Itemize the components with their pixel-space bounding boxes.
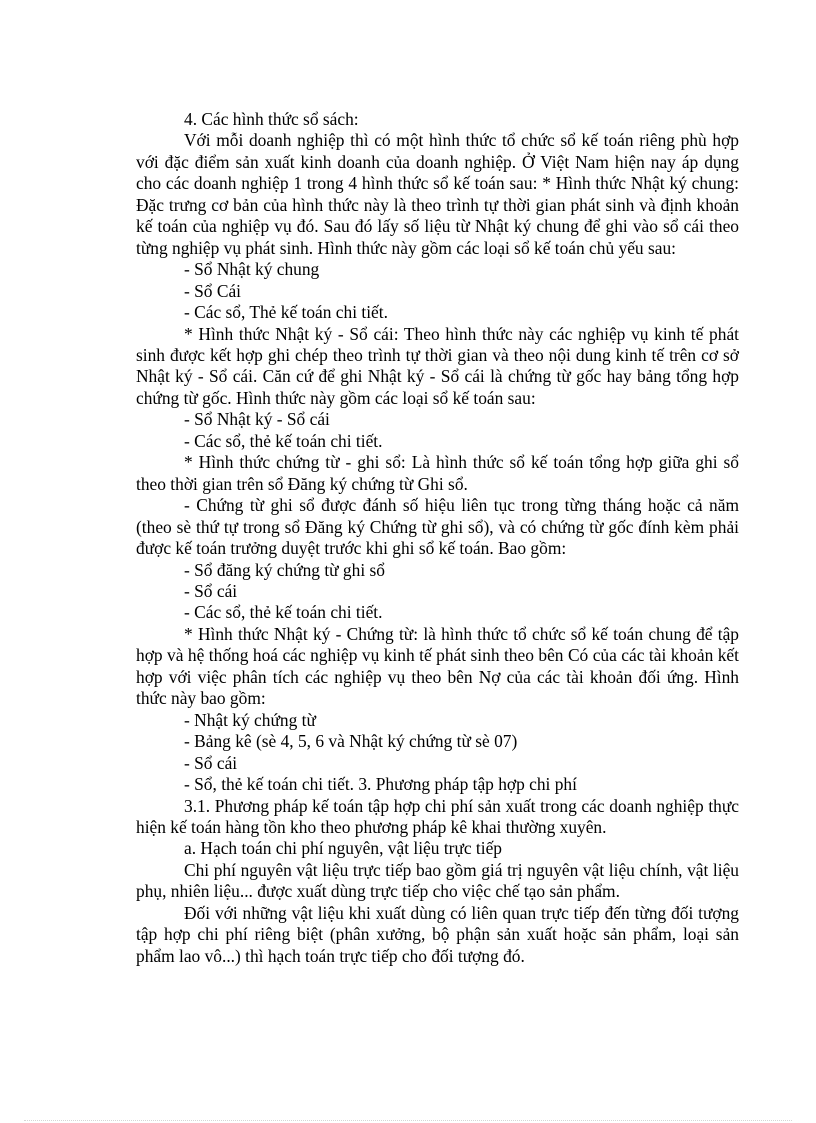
list-item: - Các sổ, thẻ kế toán chi tiết. <box>184 602 383 623</box>
paragraph-a2: Đối với những vật liệu khi xuất dùng có liên quan trực tiếp đến từng đối tượng tập hợp chi phí riêng biệt (phân xưởng, bộ phận sản xuất hoặc sản phẩm, loại sản phẩm lao vô...) thì hạch toán trực tiếp cho đối tượng đó. <box>136 902 739 966</box>
paragraph-a1: Chi phí nguyên vật liệu trực tiếp bao gồm giá trị nguyên vật liệu chính, vật liệu phụ, nhiên liệu... được xuất dùng trực tiếp cho việc chế tạo sản phẩm. <box>136 859 739 902</box>
list-item: - Sổ Nhật ký chung <box>184 259 320 280</box>
method-paragraph: 3.1. Phương pháp kế toán tập hợp chi phí sản xuất trong các doanh nghiệp thực hiện kế toán hàng tồn kho theo phương pháp kê khai thường xuyên. <box>136 795 739 837</box>
form3-paragraph: * Hình thức chứng từ - ghi sổ: Là hình thức sổ kế toán tổng hợp giữa ghi sổ theo thời gian trên sổ Đăng ký chứng từ Ghi sổ. <box>136 452 739 494</box>
list-item: - Sổ, thẻ kế toán chi tiết. 3. Phương pháp tập hợp chi phí <box>184 774 577 795</box>
page-bottom-divider <box>24 1120 792 1121</box>
list-item: - Bảng kê (sè 4, 5, 6 và Nhật ký chứng từ sè 07) <box>184 731 518 752</box>
section-title: 4. Các hình thức sổ sách: <box>184 109 359 129</box>
subheading-a: a. Hạch toán chi phí nguyên, vật liệu trực tiếp <box>184 838 503 859</box>
intro-paragraph: Với mỗi doanh nghiệp thì có một hình thức tổ chức sổ kế toán riêng phù hợp với đặc điểm sản xuất kinh doanh của doanh nghiệp. Ở Việt Nam hiện nay áp dụng cho các doanh nghiệp 1 trong 4 hình thức sổ kế toán sau: * Hình thức Nhật ký chung: Đặc trưng cơ bản của hình thức này là theo trình tự thời gian phát sinh và định khoản kế toán của nghiệp vụ đó. Sau đó lấy số liệu từ Nhật ký chung để ghi vào sổ cái theo từng nghiệp vụ phát sinh. Hình thức này gồm các loại sổ kế toán chủ yếu sau: <box>136 130 739 258</box>
list-item: - Sổ Nhật ký - Sổ cái <box>184 409 330 430</box>
list-item: - Sổ đăng ký chứng từ ghi sổ <box>184 559 385 580</box>
form3-paragraph-2: - Chứng từ ghi sổ được đánh số hiệu liên tục trong từng tháng hoặc cả năm (theo sè thứ tự trong sổ Đăng ký Chứng từ ghi sổ), và có chứng từ gốc đính kèm phải được kế toán trưởng duyệt trước khi ghi sổ kế toán. Bao gồm: <box>136 495 739 559</box>
form4-paragraph: * Hình thức Nhật ký - Chứng từ: là hình thức tổ chức sổ kế toán chung để tập hợp và hệ thống hoá các nghiệp vụ kinh tế phát sinh theo bên Có của các tài khoản kết hợp với việc phân tích các nghiệp vụ theo bên Nợ của các tài khoản đối ứng. Hình thức này bao gồm: <box>136 623 739 709</box>
list-item: - Sổ Cái <box>184 280 242 301</box>
list-item: - Các sổ, thẻ kế toán chi tiết. <box>184 430 383 451</box>
list-item: - Nhật ký chứng từ <box>184 709 316 730</box>
list-item: - Các sổ, Thẻ kế toán chi tiết. <box>184 302 388 323</box>
form2-paragraph: * Hình thức Nhật ký - Sổ cái: Theo hình thức này các nghiệp vụ kinh tế phát sinh được kết hợp ghi chép theo trình tự thời gian và theo nội dung kinh tế trên cơ sở Nhật ký - Sổ cái. Căn cứ để ghi Nhật ký - Sổ cái là chứng từ gốc hay bảng tổng hợp chứng từ gốc. Hình thức này gồm các loại sổ kế toán sau: <box>136 323 739 408</box>
list-item: - Sổ cái <box>184 580 238 601</box>
document-body <box>136 109 739 967</box>
list-item: - Sổ cái <box>184 752 238 773</box>
